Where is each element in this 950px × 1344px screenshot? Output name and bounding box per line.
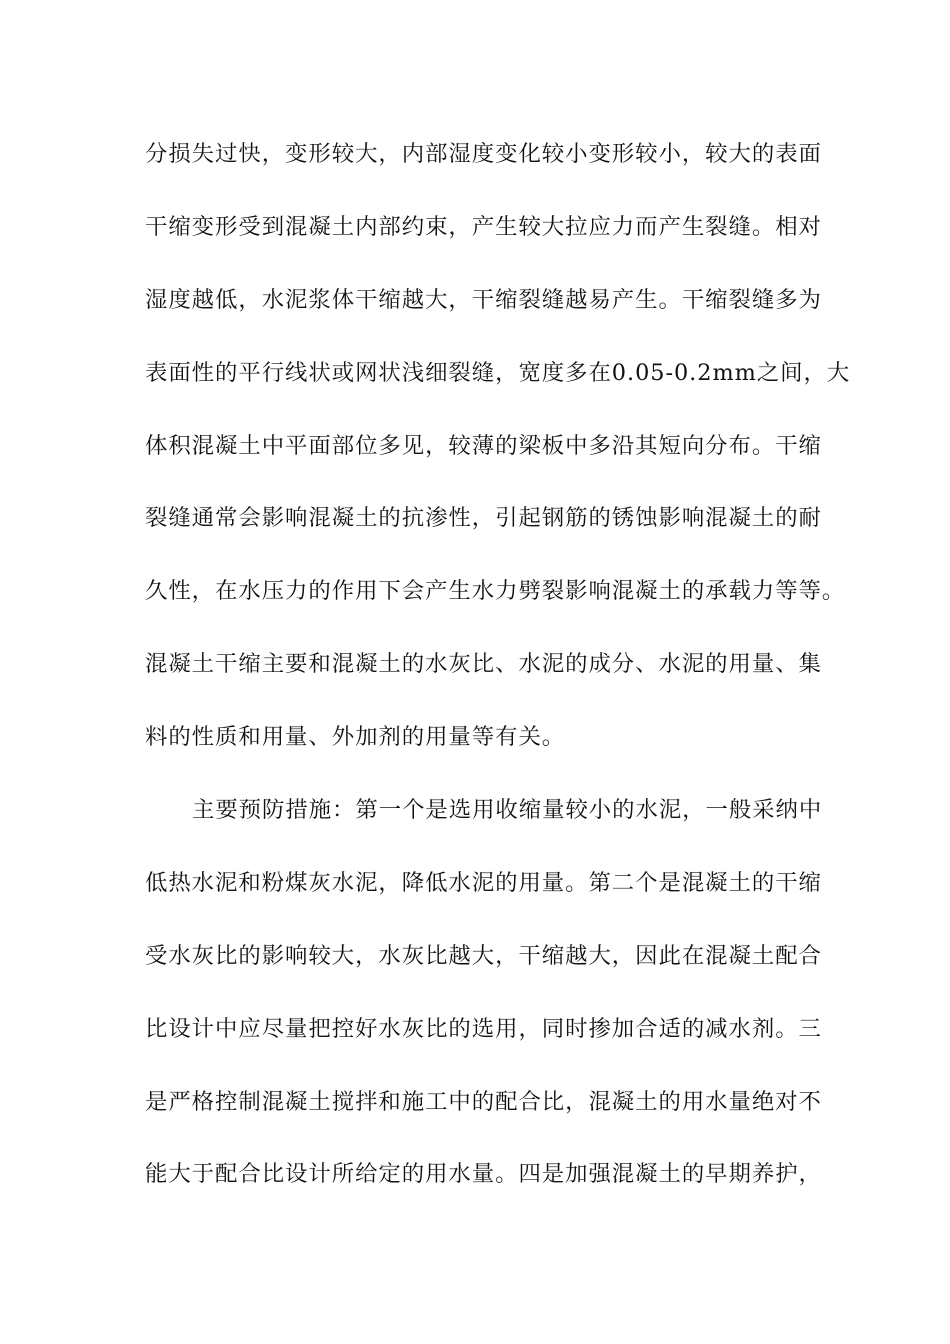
text-line: 裂缝通常会影响混凝土的抗渗性，引起钢筋的锈蚀影响混凝土的耐 bbox=[145, 505, 822, 532]
text-line: 料的性质和用量、外加剂的用量等有关。 bbox=[145, 724, 566, 751]
text-line: 能大于配合比设计所给定的用水量。四是加强混凝土的早期养护， bbox=[145, 1161, 822, 1188]
paragraph-start-line: 主要预防措施：第一个是选用收缩量较小的水泥，一般采纳中 bbox=[192, 797, 823, 824]
text-line: 低热水泥和粉煤灰水泥，降低水泥的用量。第二个是混凝土的干缩 bbox=[145, 869, 822, 896]
text-line: 久性，在水压力的作用下会产生水力劈裂影响混凝土的承载力等等。 bbox=[145, 578, 846, 605]
text-line: 表面性的平行线状或网状浅细裂缝，宽度多在0.05-0.2mm之间，大 bbox=[145, 359, 851, 386]
body-text bbox=[145, 132, 851, 1225]
text-line: 分损失过快，变形较大，内部湿度变化较小变形较小，较大的表面 bbox=[145, 141, 822, 167]
text-line: 混凝土干缩主要和混凝土的水灰比、水泥的成分、水泥的用量、集 bbox=[145, 651, 822, 678]
text-line: 比设计中应尽量把控好水灰比的选用，同时掺加合适的减水剂。三 bbox=[145, 1015, 822, 1042]
text-line: 受水灰比的影响较大，水灰比越大，干缩越大，因此在混凝土配合 bbox=[145, 942, 822, 969]
text-line: 体积混凝土中平面部位多见，较薄的梁板中多沿其短向分布。干缩 bbox=[145, 432, 822, 459]
text-line: 干缩变形受到混凝土内部约束，产生较大拉应力而产生裂缝。相对 bbox=[145, 213, 822, 240]
text-line: 是严格控制混凝土搅拌和施工中的配合比，混凝土的用水量绝对不 bbox=[145, 1088, 822, 1115]
text-line: 湿度越低，水泥浆体干缩越大，干缩裂缝越易产生。干缩裂缝多为 bbox=[145, 286, 822, 313]
